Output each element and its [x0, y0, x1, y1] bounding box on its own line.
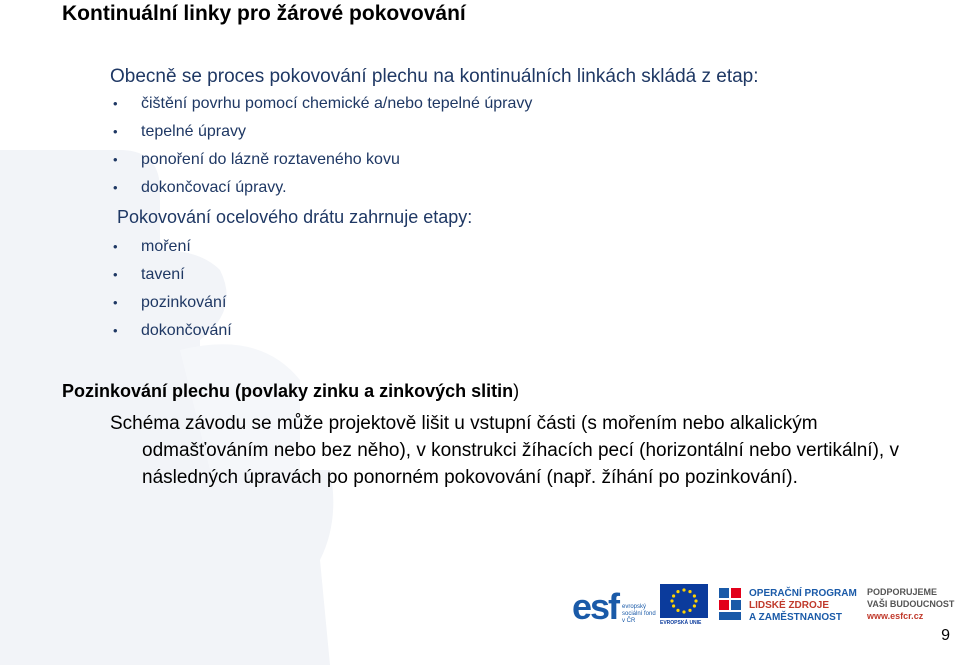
eu-flag-logo	[660, 584, 708, 628]
process-stage-list	[113, 90, 533, 202]
section-heading	[62, 381, 519, 402]
list-item: • moření	[141, 233, 232, 261]
support-line-1: PODPORUJEME	[867, 587, 938, 597]
plant-scheme-paragraph	[110, 410, 945, 491]
page-number: 9	[941, 627, 950, 644]
op-lzz-logo	[717, 582, 857, 628]
op-line-2: LIDSKÉ ZDROJE	[749, 600, 830, 611]
support-url: www.esfcr.cz	[867, 611, 924, 621]
funding-logos	[572, 576, 960, 634]
list-item: • pozinkování	[141, 289, 232, 317]
wire-intro: Pokovování ocelového drátu zahrnuje etapy:	[117, 207, 473, 227]
bullet-icon: •	[113, 295, 118, 310]
process-intro: Obecně se proces pokovování plechu na kontinuálních linkách skládá z etap:	[110, 66, 759, 87]
bullet-icon: •	[113, 152, 118, 167]
op-line-3: A ZAMĚSTNANOST	[749, 612, 842, 623]
list-item: • čištění povrhu pomocí chemické a/nebo tepelné úpravy	[141, 90, 532, 118]
bullet-icon: •	[113, 124, 118, 139]
eu-label: EVROPSKÁ UNIE	[660, 620, 702, 626]
bullet-icon: •	[113, 323, 118, 338]
esf-logo	[572, 582, 657, 628]
paragraph-text: Schéma závodu se může projektově lišit u vstupní části (s mořením nebo alkalickým odmašťováním nebo bez něho), v konstrukci žíhacích pecí (horizontální nebo vertikální), v následných úpravách po ponorném pokovování (např. žíhání po pozinkování).	[110, 413, 899, 488]
bullet-icon: •	[113, 239, 118, 254]
section-heading-rest: )	[513, 381, 520, 401]
list-item: • ponoření do lázně roztaveného kovu	[141, 146, 532, 174]
bullet-icon: •	[113, 96, 118, 111]
list-item: • tavení	[141, 261, 232, 289]
list-item: • dokončovací úpravy.	[141, 174, 532, 202]
list-item: • tepelné úpravy	[141, 118, 532, 146]
bullet-icon: •	[113, 267, 118, 282]
op-mark-icon	[717, 586, 745, 622]
op-line-1: OPERAČNÍ PROGRAM	[749, 588, 857, 599]
esf-logo-text: esf	[572, 586, 619, 627]
support-line-2: VAŠI BUDOUCNOST	[867, 599, 955, 609]
wire-stage-list	[113, 233, 232, 345]
slide-title: Kontinuální linky pro žárové pokovování	[62, 2, 466, 25]
eu-stars-icon	[660, 584, 708, 618]
section-heading-bold: Pozinkování plechu (povlaky zinku a zinkových slitin	[62, 381, 514, 401]
esf-logo-caption: evropský sociální fond v ČR	[622, 604, 656, 624]
support-logo	[867, 586, 954, 622]
bullet-icon: •	[113, 180, 118, 195]
list-item: • dokončování	[141, 317, 232, 345]
